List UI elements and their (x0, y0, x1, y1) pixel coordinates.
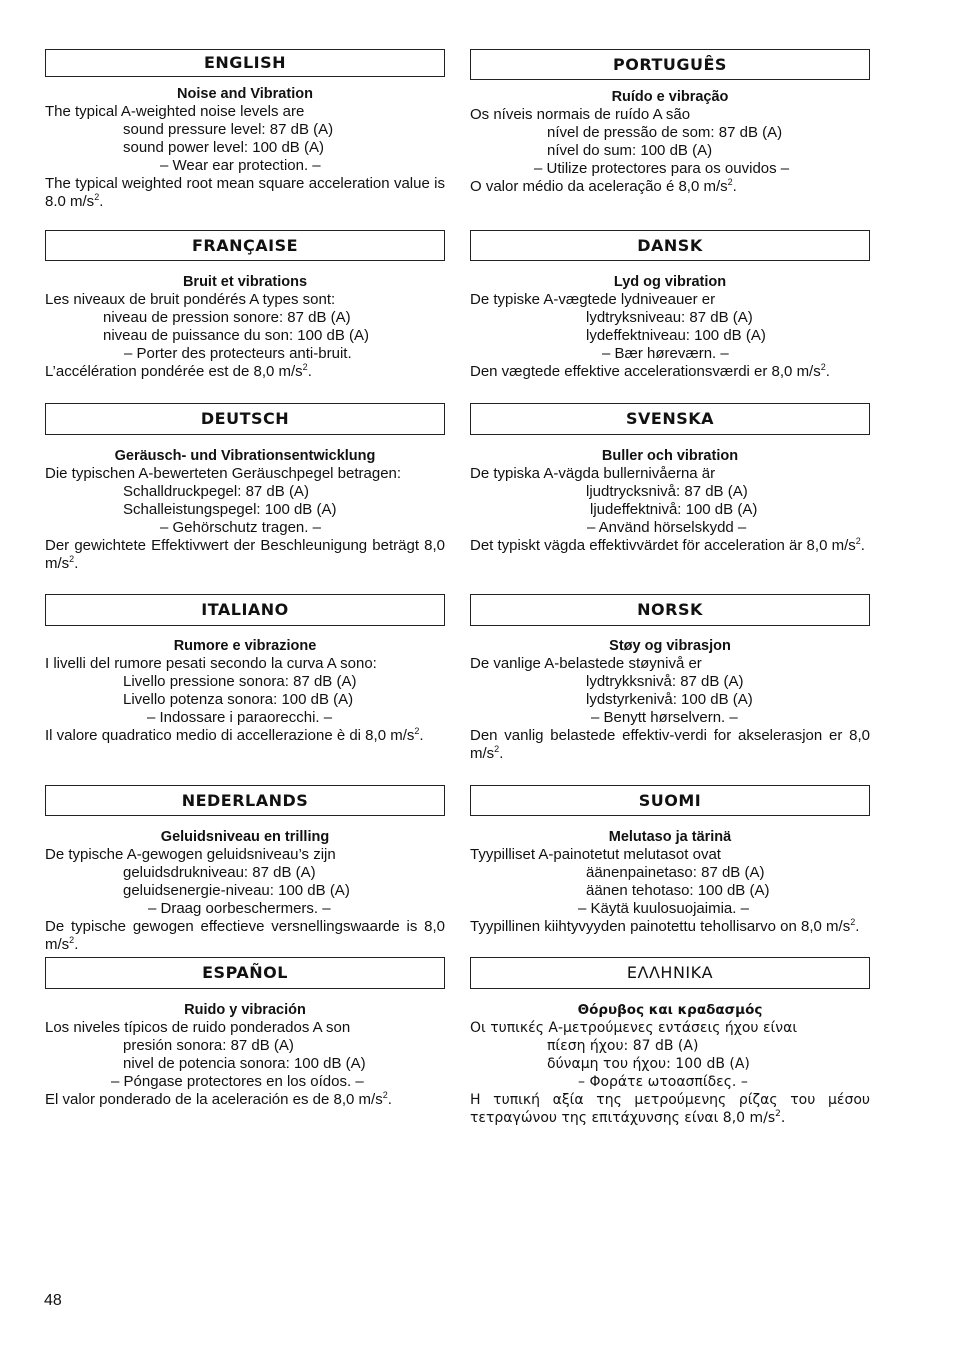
section-heading: NORSK (470, 594, 870, 626)
section-heading: DANSK (470, 230, 870, 261)
ear-protection-advice: – Indossare i paraorecchi. – (147, 709, 333, 726)
noise-intro: Die typischen A-bewerteten Geräuschpegel betragen: (45, 465, 402, 482)
section-nederlands (45, 785, 445, 954)
section-heading: SUOMI (470, 785, 870, 816)
noise-intro: De typische A-gewogen geluidsniveau’s zijn (45, 846, 336, 863)
section-subheading: Melutaso ja tärinä (608, 829, 732, 845)
sound-pressure-level: niveau de pression sonore: 87 dB (A) (103, 309, 351, 326)
section-subheading: Buller och vibration (601, 448, 739, 464)
sound-power-level: ljudeffektnivå: 100 dB (A) (590, 501, 758, 518)
section-heading: PORTUGUÊS (470, 49, 870, 80)
noise-intro: Os níveis normais de ruído A são (470, 106, 691, 123)
sound-power-level: niveau de puissance du son: 100 dB (A) (103, 327, 370, 344)
sound-pressure-level: Livello pressione sonora: 87 dB (A) (123, 673, 357, 690)
section-english (45, 49, 445, 211)
sound-power-level: äänen tehotaso: 100 dB (A) (586, 882, 770, 899)
sound-power-level: sound power level: 100 dB (A) (123, 139, 324, 156)
section-subheading: Geluidsniveau en trilling (160, 829, 330, 845)
noise-intro: Los niveles típicos de ruido ponderados A son (45, 1019, 351, 1036)
sound-pressure-level: geluidsdrukniveau: 87 dB (A) (123, 864, 316, 881)
noise-intro: The typical A-weighted noise levels are (45, 103, 305, 120)
ear-protection-advice: – Póngase protectores en los oídos. – (111, 1073, 364, 1090)
sound-power-level: δύναμη του ήχου: 100 dB (A) (547, 1056, 750, 1072)
sound-pressure-level: lydtryksniveau: 87 dB (A) (586, 309, 753, 326)
section-espanol (45, 957, 445, 1109)
section-francaise (45, 230, 445, 381)
section-subheading: Bruit et vibrations (182, 274, 308, 290)
noise-intro: Les niveaux de bruit pondérés A types sont: (45, 291, 336, 308)
acceleration-statement: Il valore quadratico medio di accellerazione è di 8,0 $m/s^2$. (45, 726, 424, 744)
acceleration-statement: Den vægtede effektive accelerationsværdi er 8,0 $m/s^2$. (470, 362, 830, 380)
ear-protection-advice: – Använd hörselskydd – (587, 519, 747, 536)
section-norsk (470, 594, 870, 763)
noise-intro: De vanlige A-belastede støynivå er (470, 655, 702, 672)
acceleration-statement: Det typiskt vägda effektivvärdet för acceleration är 8,0 $m/s^2$. (470, 536, 865, 554)
ear-protection-advice: – Utilize protectores para os ouvidos – (534, 160, 790, 177)
sound-pressure-level: ljudtrycksnivå: 87 dB (A) (586, 483, 748, 500)
section-svenska (470, 403, 870, 555)
section-heading: DEUTSCH (45, 403, 445, 435)
section-subheading: Rumore e vibrazione (173, 638, 317, 654)
page-number: 48 (44, 1292, 62, 1309)
section-subheading: Støy og vibrasjon (609, 638, 731, 654)
acceleration-statement: O valor médio da aceleração é 8,0 $m/s^2$. (470, 177, 737, 195)
section-portugues (470, 49, 870, 196)
acceleration-statement: Den vanlig belastede effektiv-verdi for akselerasjon er 8,0 $m/s^2$. (470, 727, 870, 762)
section-subheading: Ruído e vibração (611, 89, 729, 105)
ear-protection-advice: – Gehörschutz tragen. – (160, 519, 321, 536)
acceleration-statement: El valor ponderado de la aceleración es de 8,0 $m/s^2$. (45, 1090, 392, 1108)
section-heading: NEDERLANDS (45, 785, 445, 816)
sound-pressure-level: Schalldruckpegel: 87 dB (A) (123, 483, 309, 500)
section-suomi (470, 785, 870, 936)
sound-power-level: nível do sum: 100 dB (A) (547, 142, 713, 159)
sound-pressure-level: äänenpainetaso: 87 dB (A) (586, 864, 765, 881)
section-heading: FRANÇAISE (45, 230, 445, 261)
section-dansk (470, 230, 870, 381)
acceleration-statement: The typical weighted root mean square acceleration value is 8.0 $m/s^2$. (45, 175, 445, 210)
sound-power-level: nivel de potencia sonora: 100 dB (A) (123, 1055, 366, 1072)
section-deutsch (45, 403, 445, 573)
section-heading: ENGLISH (45, 49, 445, 77)
sound-power-level: Livello potenza sonora: 100 dB (A) (123, 691, 354, 708)
section-heading: ITALIANO (45, 594, 445, 626)
sound-power-level: lydstyrkenivå: 100 dB (A) (586, 691, 753, 708)
section-subheading: Geräusch- und Vibrationsentwicklung (114, 448, 376, 464)
section-subheading: Noise and Vibration (177, 86, 313, 102)
noise-intro: De typiske A-vægtede lydniveauer er (470, 291, 716, 308)
sound-pressure-level: nível de pressão de som: 87 dB (A) (547, 124, 783, 141)
ear-protection-advice: – Porter des protecteurs anti-bruit. (124, 345, 352, 362)
sound-power-level: geluidsenergie-niveau: 100 dB (A) (123, 882, 350, 899)
acceleration-statement: De typische gewogen effectieve versnellingswaarde is 8,0 $m/s^2$. (45, 918, 445, 953)
ear-protection-advice: – Φοράτε ωτοασπίδες. – (578, 1074, 748, 1090)
sound-power-level: Schalleistungspegel: 100 dB (A) (123, 501, 337, 518)
section-heading: ESPAÑOL (45, 957, 445, 989)
ear-protection-advice: – Wear ear protection. – (160, 157, 321, 174)
section-subheading: Lyd og vibration (613, 274, 727, 290)
section-italiano (45, 594, 445, 745)
ear-protection-advice: – Bær høreværn. – (602, 345, 729, 362)
ear-protection-advice: – Draag oorbeschermers. – (148, 900, 331, 917)
noise-intro: Οι τυπικές Α-μετρούμενες εντάσεις ήχου είναι (470, 1020, 798, 1036)
sound-power-level: lydeffektniveau: 100 dB (A) (586, 327, 766, 344)
acceleration-statement: Η τυπική αξία της μετρούμενης ρίζας του μέσου τετραγώνου της επιτάχυνσης είναι 8,0 $m/s^2$. (470, 1092, 870, 1126)
sound-pressure-level: presión sonora: 87 dB (A) (123, 1037, 294, 1054)
sound-pressure-level: lydtrykksnivå: 87 dB (A) (586, 673, 744, 690)
section-subheading: Ruido y vibración (184, 1002, 306, 1018)
noise-intro: Tyypilliset A-painotetut melutasot ovat (470, 846, 721, 863)
sound-pressure-level: sound pressure level: 87 dB (A) (123, 121, 334, 138)
section-heading: ΕΛΛΗΝΙΚΑ (470, 957, 870, 989)
section-heading: SVENSKA (470, 403, 870, 435)
acceleration-statement: Tyypillinen kiihtyvyyden painotettu tehollisarvo on 8,0 $m/s^2$. (470, 917, 860, 935)
ear-protection-advice: – Benytt hørselvern. – (591, 709, 738, 726)
section-ellinika (470, 957, 870, 1127)
noise-intro: De typiska A-vägda bullernivåerna är (470, 465, 716, 482)
ear-protection-advice: – Käytä kuulosuojaimia. – (578, 900, 749, 917)
noise-intro: I livelli del rumore pesati secondo la curva A sono: (45, 655, 377, 672)
section-subheading: Θόρυβος και κραδασμός (577, 1002, 763, 1018)
acceleration-statement: Der gewichtete Effektivwert der Beschleunigung beträgt 8,0 $m/s^2$. (45, 537, 445, 572)
acceleration-statement: L’accélération pondérée est de 8,0 $m/s^2$. (45, 362, 312, 380)
sound-pressure-level: πίεση ήχου: 87 dB (A) (547, 1038, 699, 1054)
